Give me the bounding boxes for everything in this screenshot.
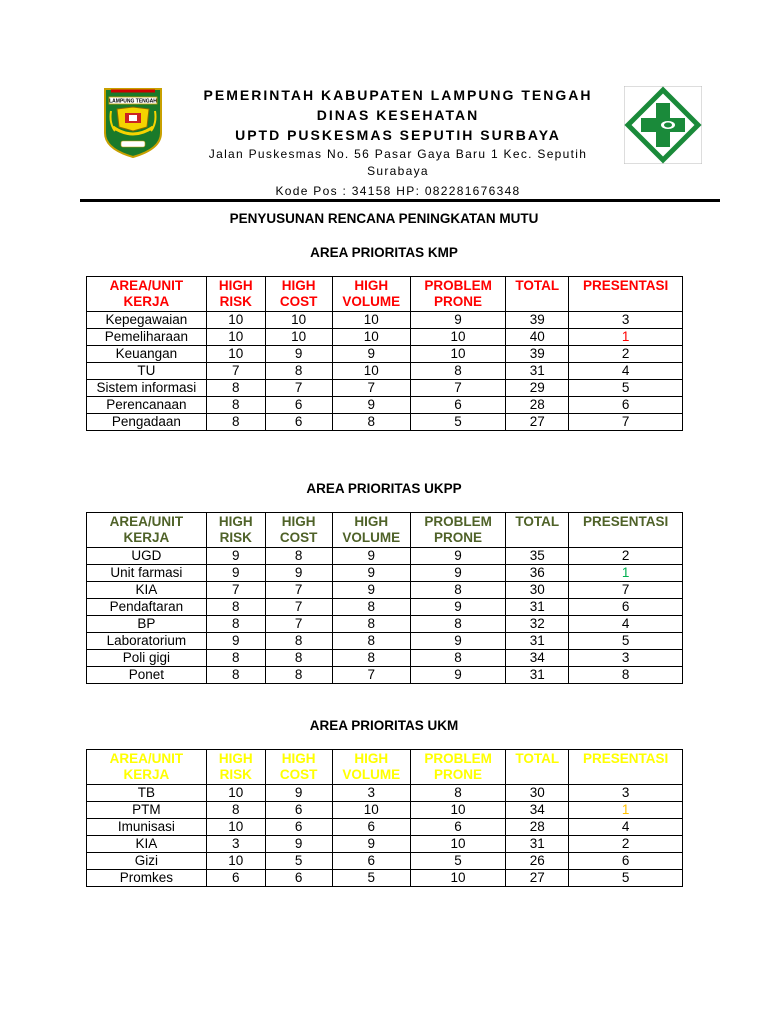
- table-cell: 39: [506, 346, 569, 363]
- table-cell: 5: [265, 853, 332, 870]
- section-title-kmp: AREA PRIORITAS KMP: [310, 245, 458, 260]
- table-cell: 30: [506, 582, 569, 599]
- table-cell: 1: [569, 802, 683, 819]
- document-title: PENYUSUNAN RENCANA PENINGKATAN MUTU: [229, 211, 539, 226]
- table-cell: 6: [569, 397, 683, 414]
- table-cell: 31: [506, 599, 569, 616]
- table-cell: 10: [332, 312, 410, 329]
- table-cell: 9: [332, 397, 410, 414]
- table-row: [87, 785, 683, 802]
- table-row: [87, 616, 683, 633]
- table-cell: 8: [410, 363, 505, 380]
- unit-name-cell: Promkes: [87, 870, 207, 887]
- table-cell: 9: [206, 548, 265, 565]
- table-cell: 3: [569, 650, 683, 667]
- column-header: HIGH VOLUME: [332, 277, 410, 312]
- table-cell: 10: [206, 329, 265, 346]
- column-header: TOTAL: [506, 277, 569, 312]
- table-row: [87, 650, 683, 667]
- unit-name-cell: Ponet: [87, 667, 207, 684]
- emblem-label: LAMPUNG TENGAH: [109, 98, 157, 105]
- table-cell: 8: [206, 380, 265, 397]
- table-cell: 8: [265, 363, 332, 380]
- table-row: [87, 346, 683, 363]
- unit-name-cell: Sistem informasi: [87, 380, 207, 397]
- column-header: HIGH COST: [265, 277, 332, 312]
- table-cell: 8: [332, 599, 410, 616]
- table-row: [87, 633, 683, 650]
- table-cell: 31: [506, 836, 569, 853]
- unit-name-cell: Gizi: [87, 853, 207, 870]
- table-row: [87, 599, 683, 616]
- table-cell: 8: [265, 667, 332, 684]
- table-cell: 9: [410, 312, 505, 329]
- unit-name-cell: KIA: [87, 836, 207, 853]
- unit-name-cell: Imunisasi: [87, 819, 207, 836]
- table-cell: 7: [265, 582, 332, 599]
- table-row: [87, 836, 683, 853]
- table-header-row: [87, 750, 683, 785]
- letterhead-line-3: UPTD PUSKESMAS SEPUTIH SURBAYA: [235, 127, 561, 143]
- table-cell: 31: [506, 667, 569, 684]
- unit-name-cell: TU: [87, 363, 207, 380]
- lampung-tengah-emblem-icon: [103, 87, 163, 159]
- table-cell: 6: [569, 853, 683, 870]
- table-cell: 10: [206, 819, 265, 836]
- table-cell: 6: [265, 802, 332, 819]
- table-cell: 8: [265, 548, 332, 565]
- table-cell: 8: [332, 414, 410, 431]
- unit-name-cell: PTM: [87, 802, 207, 819]
- table-cell: 8: [206, 397, 265, 414]
- table-cell: 8: [410, 650, 505, 667]
- table-cell: 40: [506, 329, 569, 346]
- table-cell: 9: [410, 565, 505, 582]
- table-cell: 10: [265, 329, 332, 346]
- table-cell: 31: [506, 363, 569, 380]
- table-cell: 36: [506, 565, 569, 582]
- table-row: [87, 414, 683, 431]
- table-cell: 9: [332, 548, 410, 565]
- table-cell: 9: [410, 548, 505, 565]
- table-cell: 8: [265, 633, 332, 650]
- table-cell: 6: [332, 819, 410, 836]
- section-title-ukpp: AREA PRIORITAS UKPP: [306, 481, 462, 496]
- column-header: PROBLEM PRONE: [410, 750, 505, 785]
- table-cell: 9: [410, 633, 505, 650]
- table-cell: 8: [332, 650, 410, 667]
- table-cell: 6: [410, 819, 505, 836]
- table-cell: 6: [265, 414, 332, 431]
- unit-name-cell: BP: [87, 616, 207, 633]
- table-cell: 28: [506, 819, 569, 836]
- unit-name-cell: Keuangan: [87, 346, 207, 363]
- table-cell: 4: [569, 819, 683, 836]
- table-cell: 7: [569, 414, 683, 431]
- table-cell: 9: [206, 633, 265, 650]
- table-cell: 32: [506, 616, 569, 633]
- letterhead-address: Jalan Puskesmas No. 56 Pasar Gaya Baru 1 Kec. Seputih Surabaya: [208, 147, 588, 178]
- table-cell: 9: [332, 582, 410, 599]
- table-cell: 5: [410, 414, 505, 431]
- table-cell: 28: [506, 397, 569, 414]
- table-cell: 10: [410, 836, 505, 853]
- table-cell: 4: [569, 616, 683, 633]
- table-cell: 8: [410, 616, 505, 633]
- table-cell: 7: [265, 599, 332, 616]
- table-cell: 5: [569, 380, 683, 397]
- table-cell: 9: [206, 565, 265, 582]
- table-cell: 6: [265, 819, 332, 836]
- table-cell: 10: [206, 785, 265, 802]
- column-header: HIGH RISK: [206, 513, 265, 548]
- table-cell: 9: [410, 667, 505, 684]
- table-cell: 3: [332, 785, 410, 802]
- letterhead-line-1: PEMERINTAH KABUPATEN LAMPUNG TENGAH: [203, 87, 593, 103]
- table-cell: 39: [506, 312, 569, 329]
- table-cell: 30: [506, 785, 569, 802]
- table-cell: 5: [410, 853, 505, 870]
- column-header: PROBLEM PRONE: [410, 513, 505, 548]
- table-cell: 6: [265, 870, 332, 887]
- column-header: AREA/UNIT KERJA: [87, 513, 207, 548]
- table-cell: 7: [332, 667, 410, 684]
- table-cell: 27: [506, 414, 569, 431]
- unit-name-cell: Poli gigi: [87, 650, 207, 667]
- table-cell: 8: [332, 616, 410, 633]
- column-header: PROBLEM PRONE: [410, 277, 505, 312]
- table-cell: 35: [506, 548, 569, 565]
- section-title-ukm: AREA PRIORITAS UKM: [309, 718, 459, 733]
- table-cell: 8: [206, 650, 265, 667]
- table-cell: 8: [410, 582, 505, 599]
- column-header: HIGH VOLUME: [332, 513, 410, 548]
- unit-name-cell: Pendaftaran: [87, 599, 207, 616]
- table-cell: 6: [410, 397, 505, 414]
- table-cell: 34: [506, 802, 569, 819]
- table-cell: 5: [332, 870, 410, 887]
- table-row: [87, 329, 683, 346]
- column-header: TOTAL: [506, 750, 569, 785]
- unit-name-cell: KIA: [87, 582, 207, 599]
- table-header-row: [87, 513, 683, 548]
- table-cell: 6: [569, 599, 683, 616]
- table-row: [87, 380, 683, 397]
- table-cell: 10: [265, 312, 332, 329]
- column-header: PRESENTASI: [569, 513, 683, 548]
- column-header: HIGH VOLUME: [332, 750, 410, 785]
- table-cell: 10: [410, 802, 505, 819]
- table-cell: 8: [410, 785, 505, 802]
- table-cell: 6: [206, 870, 265, 887]
- column-header: HIGH COST: [265, 750, 332, 785]
- table-row: [87, 548, 683, 565]
- table-cell: 9: [332, 836, 410, 853]
- table-cell: 10: [410, 346, 505, 363]
- column-header: AREA/UNIT KERJA: [87, 750, 207, 785]
- table-row: [87, 870, 683, 887]
- table-cell: 7: [206, 582, 265, 599]
- unit-name-cell: Pemeliharaan: [87, 329, 207, 346]
- table-row: [87, 582, 683, 599]
- table-cell: 10: [332, 329, 410, 346]
- letterhead: [190, 85, 606, 200]
- table-cell: 9: [265, 836, 332, 853]
- table-cell: 8: [569, 667, 683, 684]
- table-kmp: [86, 276, 683, 431]
- table-cell: 7: [569, 582, 683, 599]
- unit-name-cell: UGD: [87, 548, 207, 565]
- table-cell: 8: [206, 599, 265, 616]
- letterhead-postal: Kode Pos : 34158 HP: 082281676348: [275, 184, 521, 198]
- table-cell: 7: [206, 363, 265, 380]
- table-cell: 8: [265, 650, 332, 667]
- table-cell: 10: [206, 853, 265, 870]
- table-cell: 10: [410, 329, 505, 346]
- table-cell: 8: [206, 667, 265, 684]
- table-cell: 1: [569, 329, 683, 346]
- table-cell: 5: [569, 633, 683, 650]
- table-cell: 29: [506, 380, 569, 397]
- column-header: HIGH RISK: [206, 277, 265, 312]
- table-cell: 27: [506, 870, 569, 887]
- table-cell: 2: [569, 548, 683, 565]
- table-cell: 3: [206, 836, 265, 853]
- table-cell: 10: [206, 346, 265, 363]
- table-row: [87, 312, 683, 329]
- table-cell: 7: [410, 380, 505, 397]
- table-cell: 3: [569, 785, 683, 802]
- column-header: HIGH RISK: [206, 750, 265, 785]
- table-cell: 7: [265, 380, 332, 397]
- table-cell: 8: [206, 802, 265, 819]
- table-cell: 3: [569, 312, 683, 329]
- table-cell: 4: [569, 363, 683, 380]
- column-header: AREA/UNIT KERJA: [87, 277, 207, 312]
- table-cell: 7: [332, 380, 410, 397]
- table-cell: 1: [569, 565, 683, 582]
- column-header: HIGH COST: [265, 513, 332, 548]
- table-ukm: [86, 749, 683, 887]
- table-row: [87, 397, 683, 414]
- table-cell: 9: [265, 785, 332, 802]
- unit-name-cell: Kepegawaian: [87, 312, 207, 329]
- table-cell: 9: [265, 346, 332, 363]
- unit-name-cell: Unit farmasi: [87, 565, 207, 582]
- table-cell: 8: [206, 616, 265, 633]
- table-cell: 9: [410, 599, 505, 616]
- unit-name-cell: Laboratorium: [87, 633, 207, 650]
- table-cell: 8: [332, 633, 410, 650]
- table-cell: 2: [569, 346, 683, 363]
- table-cell: 31: [506, 633, 569, 650]
- table-cell: 5: [569, 870, 683, 887]
- table-header-row: [87, 277, 683, 312]
- table-cell: 6: [265, 397, 332, 414]
- table-cell: 10: [332, 802, 410, 819]
- column-header: PRESENTASI: [569, 277, 683, 312]
- unit-name-cell: Perencanaan: [87, 397, 207, 414]
- puskesmas-logo-icon: [624, 86, 702, 164]
- table-cell: 9: [265, 565, 332, 582]
- table-cell: 2: [569, 836, 683, 853]
- letterhead-rule: [80, 199, 720, 202]
- letterhead-line-2: DINAS KESEHATAN: [316, 107, 480, 123]
- table-cell: 6: [332, 853, 410, 870]
- unit-name-cell: TB: [87, 785, 207, 802]
- table-row: [87, 667, 683, 684]
- table-row: [87, 802, 683, 819]
- table-row: [87, 565, 683, 582]
- table-row: [87, 853, 683, 870]
- column-header: PRESENTASI: [569, 750, 683, 785]
- table-cell: 10: [332, 363, 410, 380]
- table-cell: 26: [506, 853, 569, 870]
- table-ukpp: [86, 512, 683, 684]
- unit-name-cell: Pengadaan: [87, 414, 207, 431]
- table-cell: 8: [206, 414, 265, 431]
- table-cell: 9: [332, 565, 410, 582]
- table-cell: 7: [265, 616, 332, 633]
- table-cell: 10: [410, 870, 505, 887]
- table-cell: 10: [206, 312, 265, 329]
- table-row: [87, 819, 683, 836]
- table-row: [87, 363, 683, 380]
- table-cell: 9: [332, 346, 410, 363]
- table-cell: 34: [506, 650, 569, 667]
- column-header: TOTAL: [506, 513, 569, 548]
